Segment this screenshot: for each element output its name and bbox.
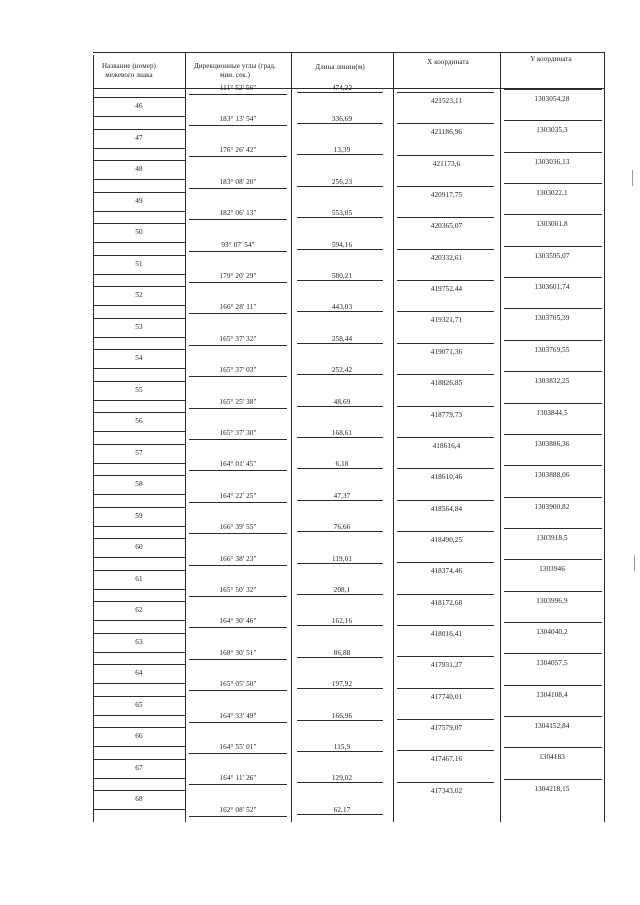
length-cell: 252,42 xyxy=(331,366,353,375)
x-cell: 419321,71 xyxy=(430,316,463,325)
angle-cell: 168° 30' 51" xyxy=(219,648,257,657)
mark-rule xyxy=(93,381,185,382)
angle-cell: 164° 33' 49" xyxy=(219,711,257,720)
angle-rule xyxy=(189,188,287,189)
mark-label: 56 xyxy=(135,417,143,425)
mark-rule xyxy=(93,337,185,338)
mark-rule xyxy=(93,223,185,224)
angle-cell: 183° 13' 54" xyxy=(219,114,257,123)
angle-rule xyxy=(189,125,287,126)
y-rule xyxy=(504,152,602,153)
length-cell: 13,39 xyxy=(333,146,351,155)
mark-label: 47 xyxy=(135,133,143,142)
y-cell: 1303832,25 xyxy=(534,377,570,386)
x-cell: 421523,11 xyxy=(430,97,463,105)
angle-rule xyxy=(189,345,287,346)
mark-label: 55 xyxy=(135,385,143,394)
mark-rule xyxy=(93,494,185,495)
mark-label: 67 xyxy=(135,763,143,772)
length-cell: 76,66 xyxy=(333,523,351,532)
x-rule xyxy=(397,437,494,438)
x-rule xyxy=(397,625,494,626)
x-cell: 418016,41 xyxy=(430,629,463,638)
angle-rule xyxy=(189,690,287,691)
angle-cell: 165° 05' 50" xyxy=(219,680,257,689)
mark-label: 66 xyxy=(135,732,143,740)
length-cell: 62,17 xyxy=(333,805,351,814)
mark-rule xyxy=(93,526,185,527)
x-rule xyxy=(397,656,494,657)
mark-rule xyxy=(93,286,185,287)
mark-rule xyxy=(93,444,185,445)
angle-rule xyxy=(189,219,287,220)
mark-rule xyxy=(93,97,185,98)
length-cell: 258,44 xyxy=(331,334,353,343)
mark-label: 53 xyxy=(135,322,143,331)
y-cell: 1303886,36 xyxy=(534,439,570,448)
y-rule xyxy=(504,747,602,748)
angle-cell: 164° 22' 25" xyxy=(219,491,257,500)
mark-rule xyxy=(93,116,185,117)
angle-rule xyxy=(189,376,287,377)
y-rule xyxy=(504,340,602,341)
angle-cell: 166° 39' 55" xyxy=(219,523,257,532)
mark-label: 46 xyxy=(135,102,143,110)
angle-cell: 166° 28' 11" xyxy=(219,303,257,312)
mark-label: 50 xyxy=(135,228,143,236)
y-rule xyxy=(504,371,602,372)
mark-rule xyxy=(93,809,185,810)
y-cell: 1303705,39 xyxy=(534,314,570,323)
y-cell: 1303996,9 xyxy=(536,596,568,605)
mark-rule xyxy=(93,633,185,634)
mark-rule xyxy=(93,255,185,256)
mark-label: 58 xyxy=(135,480,143,488)
x-cell: 418610,46 xyxy=(430,473,463,482)
angle-rule xyxy=(189,94,287,95)
angle-rule xyxy=(189,439,287,440)
y-cell: 1303769,55 xyxy=(534,345,570,354)
angle-rule xyxy=(189,784,287,785)
length-cell: 166,96 xyxy=(331,711,353,720)
x-cell: 418172,68 xyxy=(430,598,463,607)
mark-rule xyxy=(93,318,185,319)
mark-label: 65 xyxy=(135,700,143,709)
y-cell: 1303900,82 xyxy=(534,502,570,511)
x-rule xyxy=(397,311,494,312)
length-cell: 86,88 xyxy=(333,648,351,657)
x-cell: 417931,27 xyxy=(430,661,463,670)
header-angle: Дирекционные углы (град. мин. сек.) xyxy=(193,62,277,79)
y-cell: 1303022,1 xyxy=(536,189,568,198)
mark-rule xyxy=(93,683,185,684)
angle-rule xyxy=(189,753,287,754)
y-rule xyxy=(504,653,602,654)
mark-label: 59 xyxy=(135,511,143,520)
x-rule xyxy=(397,155,494,156)
length-cell: 47,37 xyxy=(333,491,351,500)
y-rule xyxy=(504,685,602,686)
mark-rule xyxy=(93,778,185,779)
y-rule xyxy=(504,214,602,215)
mark-rule xyxy=(93,589,185,590)
x-rule xyxy=(397,468,494,469)
y-rule xyxy=(504,183,602,184)
x-rule xyxy=(397,217,494,218)
x-rule xyxy=(397,531,494,532)
angle-cell: 166° 38' 23" xyxy=(219,554,257,563)
angle-cell: 164° 11' 26" xyxy=(219,774,257,783)
angle-rule xyxy=(189,156,287,157)
angle-cell: 162° 08' 52" xyxy=(219,805,257,814)
y-rule xyxy=(504,246,602,247)
column-rule-5 xyxy=(604,52,605,822)
angle-cell: 183° 08' 20" xyxy=(219,177,257,186)
angle-rule xyxy=(189,470,287,471)
mark-rule xyxy=(93,431,185,432)
x-cell: 418374,46 xyxy=(430,567,463,576)
mark-rule xyxy=(93,557,185,558)
y-cell: 1303918,5 xyxy=(536,533,568,542)
angle-rule xyxy=(189,627,287,628)
angle-rule xyxy=(189,251,287,252)
mark-label: 49 xyxy=(135,196,143,205)
y-cell: 1304152,84 xyxy=(534,722,570,730)
header-y: Y координата xyxy=(530,55,572,63)
x-rule xyxy=(397,280,494,281)
mark-rule xyxy=(93,790,185,791)
mark-rule xyxy=(93,129,185,130)
column-rule-3 xyxy=(393,52,394,822)
mark-rule xyxy=(93,696,185,697)
y-cell: 1303888,06 xyxy=(534,471,570,480)
x-rule xyxy=(397,406,494,407)
y-cell: 1304040,2 xyxy=(536,627,568,636)
mark-label: 57 xyxy=(135,448,143,457)
y-rule xyxy=(504,622,602,623)
y-cell: 1303946 xyxy=(539,565,565,574)
x-cell: 418826,85 xyxy=(430,379,463,388)
angle-rule xyxy=(189,408,287,409)
column-rule-4 xyxy=(500,52,501,822)
length-cell: 336,69 xyxy=(331,114,353,123)
mark-rule xyxy=(93,759,185,760)
mark-label: 63 xyxy=(135,637,143,646)
angle-cell: 164° 55' 01" xyxy=(219,742,257,751)
x-rule xyxy=(397,719,494,720)
angle-cell: 182° 06' 13" xyxy=(219,209,257,218)
length-cell: 129,02 xyxy=(331,774,353,783)
angle-rule xyxy=(189,533,287,534)
mark-rule xyxy=(93,400,185,401)
y-cell: 1304108,4 xyxy=(536,690,568,699)
angle-rule xyxy=(189,502,287,503)
y-rule xyxy=(504,434,602,435)
length-cell: 115,9 xyxy=(333,742,351,751)
y-rule xyxy=(504,559,602,560)
mark-label: 48 xyxy=(135,165,143,173)
y-rule xyxy=(504,120,602,121)
angle-cell: 164° 30' 46" xyxy=(219,617,257,626)
x-cell: 420365,07 xyxy=(430,222,463,231)
y-cell: 1303595,07 xyxy=(534,251,570,260)
angle-cell: 165° 37' 30" xyxy=(219,428,257,437)
y-rule xyxy=(504,716,602,717)
y-cell: 1303035,3 xyxy=(536,126,568,135)
angle-rule xyxy=(189,565,287,566)
length-cell: 162,16 xyxy=(331,617,353,626)
angle-rule xyxy=(189,722,287,723)
length-cell: 474,22 xyxy=(331,83,353,92)
mark-rule xyxy=(93,412,185,413)
y-rule xyxy=(504,277,602,278)
angle-rule xyxy=(189,313,287,314)
mark-rule xyxy=(93,746,185,747)
margin-mark-2 xyxy=(634,555,635,571)
x-cell: 417579,07 xyxy=(430,724,463,732)
mark-label: 64 xyxy=(135,669,143,677)
x-cell: 417343,02 xyxy=(430,786,463,795)
x-rule xyxy=(397,750,494,751)
angle-rule xyxy=(189,659,287,660)
length-cell: 119,01 xyxy=(331,554,353,563)
mark-rule xyxy=(93,160,185,161)
mark-rule xyxy=(93,349,185,350)
y-rule xyxy=(504,308,602,309)
length-cell: 6,18 xyxy=(335,460,349,469)
y-cell: 1303054,28 xyxy=(534,95,570,103)
x-rule xyxy=(397,562,494,563)
x-rule xyxy=(397,123,494,124)
y-cell: 1303001,8 xyxy=(536,220,568,229)
x-cell: 419752,44 xyxy=(430,285,463,294)
angle-cell: 165° 37' 03" xyxy=(219,366,257,375)
column-rule-0 xyxy=(93,55,94,822)
length-cell: 208,1 xyxy=(333,585,351,594)
mark-rule xyxy=(93,652,185,653)
mark-rule xyxy=(93,727,185,728)
mark-rule xyxy=(93,179,185,180)
margin-mark xyxy=(632,170,633,186)
angle-cell: 164° 01' 45" xyxy=(219,460,257,469)
length-cell: 48,69 xyxy=(333,397,351,406)
y-rule xyxy=(504,403,602,404)
mark-rule xyxy=(93,664,185,665)
angle-cell: 165° 50' 32" xyxy=(219,585,257,594)
angle-rule xyxy=(189,282,287,283)
mark-rule xyxy=(93,570,185,571)
angle-rule xyxy=(189,596,287,597)
x-rule xyxy=(397,594,494,595)
mark-rule xyxy=(93,368,185,369)
angle-cell: 179° 20' 29" xyxy=(219,271,257,280)
x-rule xyxy=(397,500,494,501)
angle-cell: 165° 37' 32" xyxy=(219,334,257,343)
header-top-rule xyxy=(93,52,604,53)
angle-cell: 165° 25' 38" xyxy=(219,397,257,406)
length-cell: 443,03 xyxy=(331,303,353,312)
y-rule xyxy=(504,465,602,466)
mark-rule xyxy=(93,148,185,149)
mark-rule xyxy=(93,475,185,476)
x-rule xyxy=(397,688,494,689)
mark-rule xyxy=(93,305,185,306)
mark-rule xyxy=(93,715,185,716)
mark-label: 68 xyxy=(135,795,143,803)
y-cell: 1304057,5 xyxy=(536,659,568,668)
x-cell: 420332,61 xyxy=(430,253,463,262)
y-rule xyxy=(504,779,602,780)
x-cell: 417467,16 xyxy=(430,755,463,764)
mark-label: 61 xyxy=(135,574,143,583)
mark-rule xyxy=(93,242,185,243)
mark-label: 51 xyxy=(135,259,143,268)
x-cell: 420917,75 xyxy=(430,191,463,200)
mark-rule xyxy=(93,211,185,212)
x-cell: 418616,4 xyxy=(432,441,461,450)
x-rule xyxy=(397,343,494,344)
header-x: X координата xyxy=(427,58,469,66)
y-cell: 1303601,74 xyxy=(534,283,570,292)
x-rule xyxy=(397,92,494,93)
angle-cell: 93° 07' 54" xyxy=(221,240,255,249)
length-cell: 168,61 xyxy=(331,428,353,437)
mark-label: 62 xyxy=(135,606,143,614)
y-rule xyxy=(504,497,602,498)
x-rule xyxy=(397,186,494,187)
mark-rule xyxy=(93,507,185,508)
mark-rule xyxy=(93,274,185,275)
length-cell: 580,21 xyxy=(331,271,353,280)
mark-rule xyxy=(93,463,185,464)
x-cell: 418779,73 xyxy=(430,410,463,419)
x-rule xyxy=(397,782,494,783)
y-cell: 1304218,15 xyxy=(534,784,570,793)
length-cell: 256,23 xyxy=(331,177,353,186)
y-cell: 1304183 xyxy=(539,753,565,762)
length-cell: 197,92 xyxy=(331,680,353,689)
mark-rule xyxy=(93,192,185,193)
length-cell: 553,05 xyxy=(331,209,353,218)
y-rule xyxy=(504,591,602,592)
x-rule xyxy=(397,249,494,250)
mark-label: 52 xyxy=(135,291,143,299)
mark-label: 60 xyxy=(135,543,143,551)
angle-cell: 111° 52' 56" xyxy=(219,83,257,92)
x-rule xyxy=(397,374,494,375)
x-cell: 419071,36 xyxy=(430,347,463,356)
column-rule-1 xyxy=(185,52,186,822)
x-cell: 418490,25 xyxy=(430,535,463,544)
mark-rule xyxy=(93,620,185,621)
x-cell: 421186,96 xyxy=(430,128,463,137)
mark-rule xyxy=(93,538,185,539)
y-cell: 1303036,13 xyxy=(534,157,570,166)
header-mark: Название (номер) межевого знака xyxy=(101,62,156,79)
mark-rule xyxy=(93,601,185,602)
y-cell: 1303844,5 xyxy=(536,408,568,417)
x-cell: 418564,84 xyxy=(430,504,463,513)
y-rule xyxy=(504,89,602,90)
x-cell: 421173,6 xyxy=(432,159,461,168)
angle-cell: 176° 26' 42" xyxy=(219,146,257,155)
length-cell: 594,16 xyxy=(331,240,353,249)
y-rule xyxy=(504,528,602,529)
angle-rule xyxy=(189,816,287,817)
column-rule-2 xyxy=(291,52,292,822)
mark-label: 54 xyxy=(135,354,143,362)
x-cell: 417740,01 xyxy=(430,692,463,701)
header-length: Длина линии(м) xyxy=(315,63,365,71)
